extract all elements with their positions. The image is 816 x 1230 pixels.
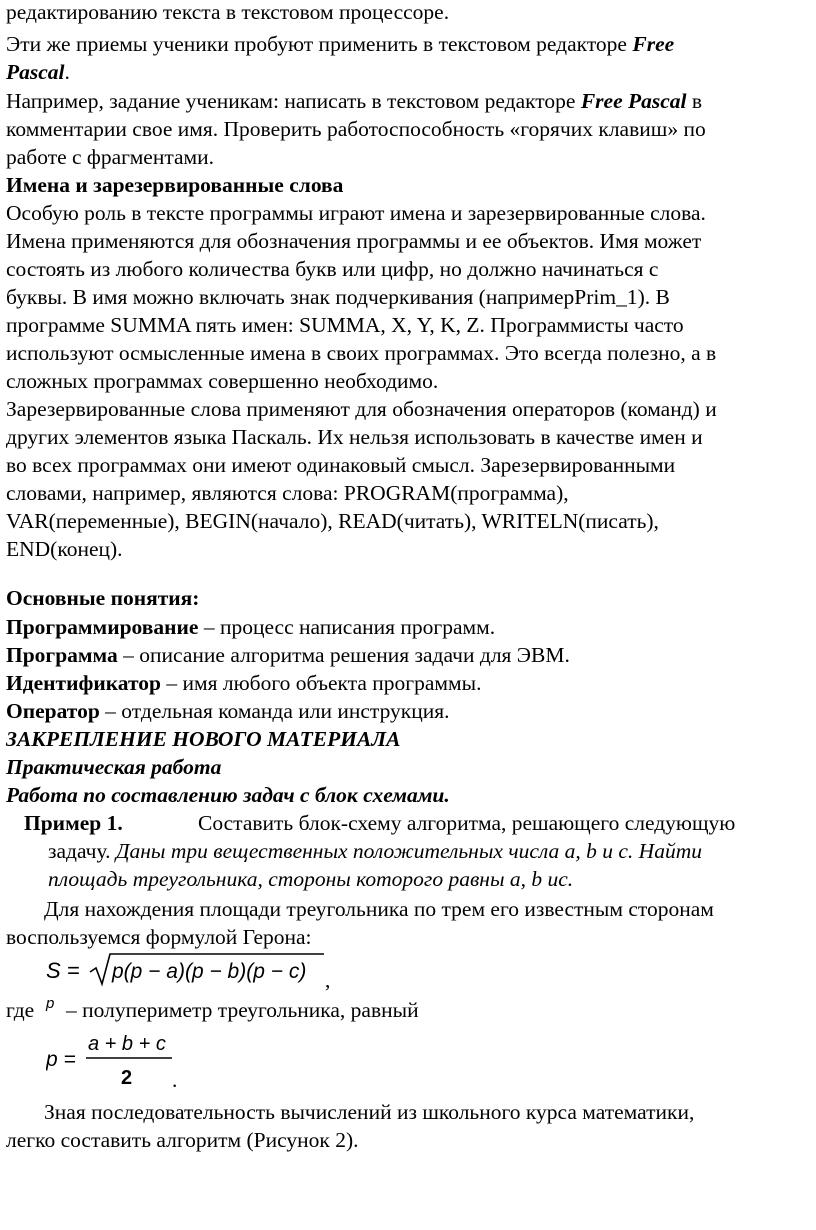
section-heading: Основные понятия: — [6, 586, 200, 610]
text-line: VAR(переменные), BEGIN(начало), READ(читать), WRITELN(писать), — [6, 509, 659, 533]
definition-text: – процесс написания программ. — [198, 615, 496, 639]
text-line — [6, 58, 70, 86]
punctuation: . — [172, 1068, 178, 1092]
definition-text: – имя любого объекта программы. — [160, 671, 482, 695]
formula-lhs: p = — [46, 1048, 76, 1071]
definition-line — [6, 669, 481, 697]
section-heading: ЗАКРЕПЛЕНИЕ НОВОГО МАТЕРИАЛА — [6, 727, 401, 751]
text-line — [6, 87, 702, 115]
text-span: где — [6, 998, 35, 1022]
text-line: – полупериметр треугольника, равный — [66, 998, 419, 1022]
text-span: задачу. — [48, 839, 111, 863]
variable-p: p — [46, 995, 55, 1012]
semiperimeter-graphic — [46, 1030, 186, 1090]
definition-line — [6, 613, 495, 641]
text-line — [6, 996, 34, 1024]
formula-radicand: p(p − a)(p − b)(p − c) — [112, 960, 307, 983]
text-line: воспользуемся формулой Герона: — [6, 925, 312, 949]
text-line: состоять из любого количества букв или цифр, но должно начинаться с — [6, 257, 659, 281]
emphasis-text: Free Pascal — [580, 89, 687, 113]
example-text: Составить блок-схему алгоритма, решающего следующую — [198, 811, 736, 835]
text-line: Зарезервированные слова применяют для обозначения операторов (команд) и — [6, 397, 717, 421]
text-line: END(конец). — [6, 537, 123, 561]
text-line: легко составить алгоритм (Рисунок 2). — [6, 1128, 359, 1152]
punctuation: , — [325, 968, 331, 992]
definition-line — [6, 641, 570, 669]
definition-term: Идентификатор — [6, 671, 161, 695]
semiperimeter-formula — [46, 1030, 186, 1097]
text-line: комментарии свое имя. Проверить работоспособность «горячих клавиш» по — [6, 117, 706, 141]
example-line — [24, 809, 123, 837]
definition-term: Программирование — [6, 615, 199, 639]
text-span: в — [686, 89, 703, 113]
definition-term: Программа — [6, 643, 118, 667]
text-line: других элементов языка Паскаль. Их нельзя использовать в качестве имен и — [6, 425, 703, 449]
text-line: используют осмысленные имена в своих программах. Это всегда полезно, а в — [6, 341, 717, 365]
emphasis-text: Free — [632, 32, 675, 56]
text-line — [48, 837, 702, 865]
text-line: работе с фрагментами. — [6, 145, 215, 169]
formula-denominator: 2 — [121, 1067, 133, 1089]
heron-formula-graphic — [46, 950, 336, 990]
text-line: Для нахождения площади треугольника по трем его известным сторонам — [44, 897, 714, 921]
heron-formula — [46, 950, 336, 990]
example-label: Пример 1. — [24, 811, 123, 835]
formula-numerator: a + b + c — [88, 1033, 166, 1055]
definition-text: – описание алгоритма решения задачи для ЭВМ. — [117, 643, 570, 667]
definition-term: Оператор — [6, 699, 100, 723]
section-heading: Имена и зарезервированные слова — [6, 173, 344, 197]
text-line — [6, 30, 674, 58]
text-span: Эти же приемы ученики пробуют применить в текстовом редакторе — [6, 32, 633, 56]
text-span: . — [64, 60, 70, 84]
formula-s: S = — [46, 958, 80, 983]
text-line: сложных программах совершенно необходимо. — [6, 369, 439, 393]
emphasis-text: Pascal — [6, 60, 65, 84]
text-span: Например, задание ученикам: написать в текстовом редакторе — [6, 89, 581, 113]
text-line: редактированию текста в текстовом процессоре. — [6, 0, 450, 24]
text-line: во всех программах они имеют одинаковый смысл. Зарезервированными — [6, 453, 676, 477]
section-heading: Практическая работа — [6, 755, 222, 779]
definition-line — [6, 697, 450, 725]
emphasis-text: Даны три вещественных положительных числа a, b и с. Найти — [110, 839, 702, 863]
text-line: Имена применяются для обозначения программы и ее объектов. Имя может — [6, 229, 702, 253]
definition-text: – отдельная команда или инструкция. — [99, 699, 450, 723]
text-line: Особую роль в тексте программы играют имена и зарезервированные слова. — [6, 201, 706, 225]
section-heading: Работа по составлению задач с блок схемами. — [6, 783, 450, 807]
text-line: буквы. В имя можно включать знак подчеркивания (напримерPrim_1). В — [6, 285, 670, 309]
text-line: площадь треугольника, стороны которого равны a, b ис. — [48, 867, 574, 891]
text-line: Зная последовательность вычислений из школьного курса математики, — [44, 1100, 695, 1124]
text-line: словами, например, являются слова: PROGRAM(программа), — [6, 481, 569, 505]
text-line: программе SUMMA пять имен: SUMMA, X, Y, K, Z. Программисты часто — [6, 313, 684, 337]
